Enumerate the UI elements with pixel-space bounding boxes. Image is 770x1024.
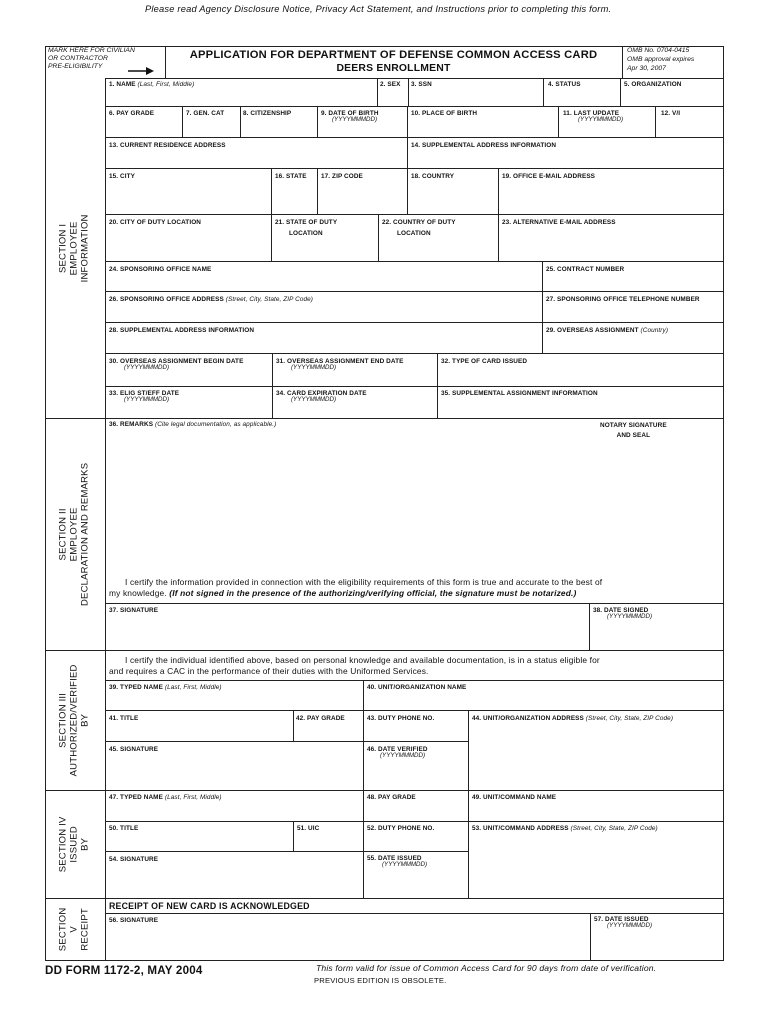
issuer-pay-grade-label: 48. PAY GRADE [367,794,416,801]
place-of-birth-label: 10. PLACE OF BIRTH [411,110,478,117]
ssn-label: 3. SSN [411,81,432,88]
section-1-label: SECTION I EMPLOYEE INFORMATION [57,213,91,282]
form-title [165,48,622,75]
city-label: 15. CITY [109,173,136,180]
form-title-line2: DEERS ENROLLMENT [336,63,451,74]
date-verified-format: (YYYYMMMDD) [380,752,426,759]
last-update-label: 11. LAST UPDATE [563,110,620,117]
overseas-end-date-format: (YYYYMMMDD) [291,364,337,371]
issuer-typed-name-label: 47. TYPED NAME (Last, First, Middle) [109,794,222,801]
omb-number: OMB No. 0704-0415 [627,47,690,54]
date-signed-format: (YYYYMMMDD) [607,613,653,620]
employee-signature-label: 37. SIGNATURE [109,607,159,614]
remarks-label: 36. REMARKS (Cite legal documentation, as applicable.) [109,421,277,428]
section-3-label: SECTION III AUTHORIZED/VERIFIED BY [57,663,91,776]
verifier-certification: I certify the individual identified above, based on personal knowledge and available documentation, is in a status eligible for and requires a CAC in the performance of their duties with the Uniformed Services. [109,655,600,677]
verifier-title-label: 41. TITLE [109,715,139,722]
gen-cat-label: 7. GEN. CAT [186,110,225,117]
issuer-signature-label: 54. SIGNATURE [109,856,159,863]
issuer-duty-phone-label: 52. DUTY PHONE NO. [367,825,435,832]
date-of-birth-label: 9. DATE OF BIRTH [321,110,379,117]
notary-label: NOTARY SIGNATURE AND SEAL [600,422,667,439]
elig-eff-date-label: 33. ELIG ST/EFF DATE [109,390,180,397]
employee-certification: I certify the information provided in connection with the eligibility requirements of this form is true and accurate to the best of my knowledge. (If not signed in the presence of the authorizing/verifying official, the signature must be notarized.) [109,577,603,599]
unit-command-address-field[interactable] [469,822,723,897]
unit-command-name-label: 49. UNIT/COMMAND NAME [472,794,557,801]
overseas-assignment-label: 29. OVERSEAS ASSIGNMENT (Country) [546,327,669,334]
civilian-contractor-checkbox[interactable] [45,46,165,78]
form-title-line1: APPLICATION FOR DEPARTMENT OF DEFENSE COMMON ACCESS CARD [189,49,598,61]
disclosure-notice: Please read Agency Disclosure Notice, Privacy Act Statement, and Instructions prior to completing this form. [145,4,612,14]
overseas-end-date-label: 31. OVERSEAS ASSIGNMENT END DATE [276,358,404,365]
validity-note: This form valid for issue of Common Access Card for 90 days from date of verification. [316,963,657,973]
date-verified-label: 46. DATE VERIFIED [367,746,428,753]
uic-label: 51. UIC [297,825,320,832]
unit-organization-address-field[interactable] [469,711,723,789]
supplemental-address-label: 14. SUPPLEMENTAL ADDRESS INFORMATION [411,142,557,149]
organization-label: 5. ORGANIZATION [624,81,682,88]
receipt-date-issued-format: (YYYYMMMDD) [607,922,653,929]
zip-code-label: 17. ZIP CODE [321,173,363,180]
sex-label: 2. SEX [380,81,401,88]
supplemental-address-2-label: 28. SUPPLEMENTAL ADDRESS INFORMATION [109,327,255,334]
verifier-signature-label: 45. SIGNATURE [109,746,159,753]
state-label: 16. STATE [275,173,307,180]
section-2-label: SECTION II EMPLOYEE DECLARATION AND REMARKS [57,462,91,606]
status-label: 4. STATUS [548,81,581,88]
last-update-format: (YYYYMMMDD) [578,116,624,123]
issuer-title-label: 50. TITLE [109,825,139,832]
alternative-email-label: 23. ALTERNATIVE E-MAIL ADDRESS [502,219,616,226]
mark-here-label-2: OR CONTRACTOR [48,55,108,63]
card-expiration-label: 34. CARD EXPIRATION DATE [276,390,367,397]
omb-approval: OMB approval expires [627,55,695,63]
form-identifier: DD FORM 1172-2, MAY 2004 [45,964,203,977]
employee-signature-field[interactable] [106,604,589,649]
date-signed-label: 38. DATE SIGNED [593,607,649,614]
duty-country-label: 22. COUNTRY OF DUTY LOCATION [382,219,456,238]
obsolete-note: PREVIOUS EDITION IS OBSOLETE. [314,976,447,985]
office-email-label: 19. OFFICE E-MAIL ADDRESS [502,173,596,180]
contract-number-label: 25. CONTRACT NUMBER [546,266,625,273]
citizenship-label: 8. CITIZENSHIP [243,110,292,117]
verifier-duty-phone-label: 43. DUTY PHONE NO. [367,715,435,722]
name-label: 1. NAME (Last, First, Middle) [109,81,195,88]
elig-eff-date-format: (YYYYMMMDD) [124,396,170,403]
sponsoring-office-phone-label: 27. SPONSORING OFFICE TELEPHONE NUMBER [546,296,700,303]
receipt-heading: RECEIPT OF NEW CARD IS ACKNOWLEDGED [109,901,310,911]
residence-address-label: 13. CURRENT RESIDENCE ADDRESS [109,142,226,149]
mark-here-label: MARK HERE FOR CIVILIAN [48,47,135,54]
arrow-right-icon [128,67,154,75]
omb-info [627,47,694,73]
date-issued-format: (YYYYMMMDD) [382,861,428,868]
date-of-birth-format: (YYYYMMMDD) [332,116,378,123]
sponsoring-office-address-label: 26. SPONSORING OFFICE ADDRESS (Street, City, State, ZIP Code) [109,296,314,303]
mark-here-label-3: PRE-ELIGIBILITY [48,63,103,71]
card-expiration-format: (YYYYMMMDD) [291,396,337,403]
remarks-field[interactable] [106,419,723,569]
receipt-date-issued-label: 57. DATE ISSUED [594,916,649,923]
overseas-begin-date-format: (YYYYMMMDD) [124,364,170,371]
overseas-begin-date-label: 30. OVERSEAS ASSIGNMENT BEGIN DATE [109,358,244,365]
duty-city-label: 20. CITY OF DUTY LOCATION [109,219,201,226]
section-5-label: SECTION V RECEIPT [57,907,91,951]
unit-organization-name-label: 40. UNIT/ORGANIZATION NAME [367,684,467,691]
date-issued-label: 55. DATE ISSUED [367,855,422,862]
unit-organization-address-label: 44. UNIT/ORGANIZATION ADDRESS (Street, City, State, ZIP Code) [472,715,674,722]
duty-state-label: 21. STATE OF DUTY LOCATION [275,219,338,238]
sponsoring-office-name-label: 24. SPONSORING OFFICE NAME [109,266,212,273]
pay-grade-label: 6. PAY GRADE [109,110,155,117]
receipt-signature-label: 56. SIGNATURE [109,917,159,924]
verifier-pay-grade-label: 42. PAY GRADE [296,715,345,722]
verifier-typed-name-label: 39. TYPED NAME (Last, First, Middle) [109,684,222,691]
receipt-signature-field[interactable] [106,914,590,959]
unit-command-address-label: 53. UNIT/COMMAND ADDRESS (Street, City, State, ZIP Code) [472,825,658,832]
country-label: 18. COUNTRY [411,173,455,180]
omb-date: Apr 30, 2007 [627,64,666,72]
section-4-label: SECTION IV ISSUED BY [57,816,91,872]
vi-label: 12. V/I [661,110,681,117]
card-type-label: 32. TYPE OF CARD ISSUED [441,358,528,365]
supplemental-assignment-label: 35. SUPPLEMENTAL ASSIGNMENT INFORMATION [441,390,598,397]
